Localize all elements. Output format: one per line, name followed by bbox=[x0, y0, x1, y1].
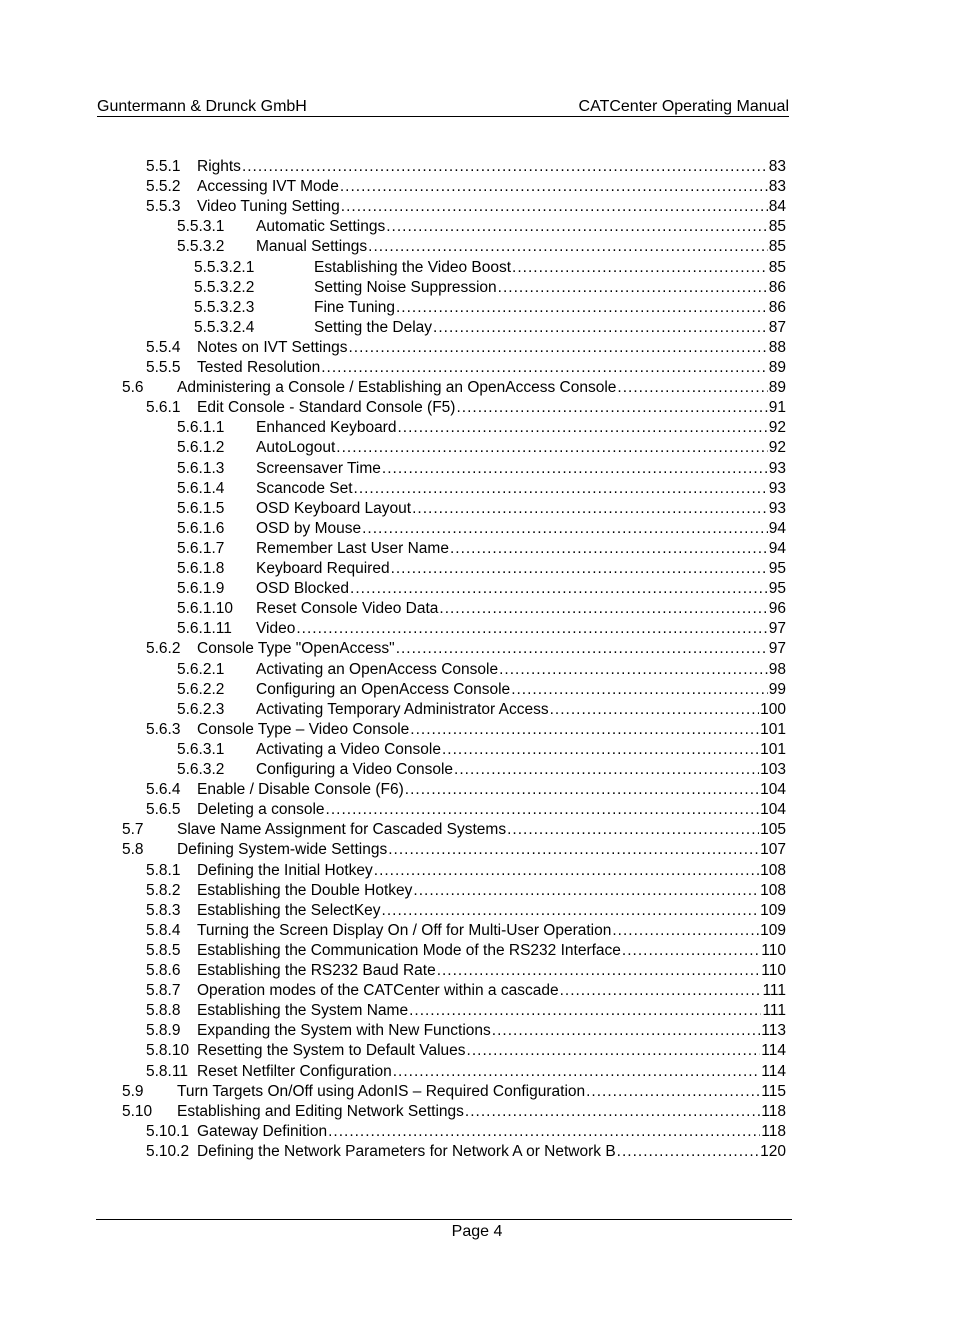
toc-entry-title: Establishing the SelectKey bbox=[197, 902, 381, 919]
toc-entry-title: Reset Console Video Data bbox=[256, 600, 439, 617]
toc-entry-page: 98 bbox=[768, 661, 786, 678]
toc-entry[interactable] bbox=[177, 559, 786, 579]
toc-dot-leader bbox=[362, 519, 768, 539]
toc-entry-number: 5.6.1.2 bbox=[177, 439, 225, 456]
toc-entry-number: 5.8.1 bbox=[146, 862, 181, 879]
toc-entry-number: 5.5.3.2.1 bbox=[194, 259, 255, 276]
toc-entry-number: 5.6.1.5 bbox=[177, 500, 225, 517]
toc-entry-number: 5.5.3.2.4 bbox=[194, 319, 255, 336]
toc-entry[interactable] bbox=[146, 1062, 786, 1082]
toc-dot-leader bbox=[341, 197, 768, 217]
toc-entry[interactable] bbox=[122, 1102, 786, 1122]
toc-entry-number: 5.8.11 bbox=[146, 1063, 188, 1080]
toc-entry-number: 5.6.5 bbox=[146, 801, 181, 818]
toc-entry-number: 5.6.2.2 bbox=[177, 681, 225, 698]
toc-entry-number: 5.8.7 bbox=[146, 982, 181, 999]
toc-entry[interactable] bbox=[146, 981, 786, 1001]
toc-entry-page: 101 bbox=[760, 741, 786, 758]
toc-entry-title: Scancode Set bbox=[256, 480, 353, 497]
toc-entry-number: 5.10.2 bbox=[146, 1143, 190, 1160]
toc-dot-leader bbox=[413, 881, 759, 901]
toc-entry[interactable] bbox=[146, 639, 786, 659]
toc-entry-number: 5.5.3.1 bbox=[177, 218, 225, 235]
toc-entry-page: 87 bbox=[768, 319, 786, 336]
toc-dot-leader bbox=[396, 298, 768, 318]
toc-entry-page: 104 bbox=[760, 801, 786, 818]
toc-entry-title: Video Tuning Setting bbox=[197, 198, 340, 215]
toc-dot-leader bbox=[388, 840, 759, 860]
toc-entry-page: 113 bbox=[761, 1022, 786, 1039]
toc-entry-title: Activating a Video Console bbox=[256, 741, 441, 758]
toc-dot-leader bbox=[382, 459, 768, 479]
toc-entry-title: Configuring an OpenAccess Console bbox=[256, 681, 511, 698]
toc-entry-number: 5.5.3 bbox=[146, 198, 181, 215]
toc-entry-number: 5.6.1.4 bbox=[177, 480, 225, 497]
toc-entry-page: 95 bbox=[768, 560, 786, 577]
toc-entry-title: Establishing the Video Boost bbox=[314, 259, 512, 276]
toc-dot-leader bbox=[454, 760, 759, 780]
toc-entry-number: 5.6.2.3 bbox=[177, 701, 225, 718]
toc-entry[interactable] bbox=[122, 1082, 786, 1102]
toc-entry-number: 5.8.4 bbox=[146, 922, 181, 939]
toc-dot-leader bbox=[492, 1021, 761, 1041]
toc-entry-title: Defining the Network Parameters for Network A or Network B bbox=[197, 1143, 616, 1160]
header-company: Guntermann & Drunck GmbH bbox=[97, 98, 307, 115]
toc-dot-leader bbox=[439, 599, 767, 619]
toc-entry-number: 5.6.2.1 bbox=[177, 661, 225, 678]
toc-entry-title: Setting the Delay bbox=[314, 319, 433, 336]
toc-entry-number: 5.5.3.2 bbox=[177, 238, 225, 255]
toc-entry-page: 105 bbox=[760, 821, 786, 838]
toc-entry-title: Resetting the System to Default Values bbox=[197, 1042, 466, 1059]
toc-entry-title: Slave Name Assignment for Cascaded Systems bbox=[177, 821, 507, 838]
toc-entry[interactable] bbox=[177, 217, 786, 237]
toc-entry-page: 111 bbox=[762, 982, 786, 999]
toc-entry-page: 104 bbox=[760, 781, 786, 798]
toc-entry-number: 5.6.2 bbox=[146, 640, 181, 657]
toc-dot-leader bbox=[467, 1041, 761, 1061]
toc-entry[interactable] bbox=[146, 157, 786, 177]
toc-dot-leader bbox=[386, 217, 768, 237]
toc-entry-page: 96 bbox=[768, 600, 786, 617]
toc-dot-leader bbox=[368, 237, 768, 257]
toc-entry[interactable] bbox=[122, 840, 786, 860]
toc-entry-page: 85 bbox=[768, 238, 786, 255]
toc-dot-leader bbox=[326, 800, 760, 820]
toc-dot-leader bbox=[349, 338, 768, 358]
toc-entry-title: Establishing the RS232 Baud Rate bbox=[197, 962, 436, 979]
toc-entry-number: 5.6.1.7 bbox=[177, 540, 225, 557]
toc-entry-page: 85 bbox=[768, 259, 786, 276]
toc-dot-leader bbox=[442, 740, 759, 760]
toc-entry-title: Defining the Initial Hotkey bbox=[197, 862, 373, 879]
toc-entry-page: 93 bbox=[768, 480, 786, 497]
toc-entry-page: 97 bbox=[768, 620, 786, 637]
toc-dot-leader bbox=[512, 258, 768, 278]
toc-entry[interactable] bbox=[146, 1142, 786, 1162]
toc-entry[interactable] bbox=[146, 921, 786, 941]
toc-entry[interactable] bbox=[194, 318, 786, 338]
toc-entry-page: 92 bbox=[768, 439, 786, 456]
toc-entry-page: 118 bbox=[761, 1103, 786, 1120]
toc-entry-number: 5.9 bbox=[122, 1083, 144, 1100]
toc-entry-number: 5.8.3 bbox=[146, 902, 181, 919]
toc-entry[interactable] bbox=[146, 800, 786, 820]
toc-entry[interactable] bbox=[122, 820, 786, 840]
toc-dot-leader bbox=[450, 539, 768, 559]
toc-entry-title: Turning the Screen Display On / Off for Multi-User Operation bbox=[197, 922, 612, 939]
toc-dot-leader bbox=[242, 157, 768, 177]
toc-entry-page: 91 bbox=[768, 399, 786, 416]
toc-dot-leader bbox=[617, 1142, 759, 1162]
toc-entry-title: Configuring a Video Console bbox=[256, 761, 454, 778]
toc-entry-title: OSD by Mouse bbox=[256, 520, 362, 537]
header-manual-title: CATCenter Operating Manual bbox=[578, 98, 789, 115]
toc-entry-page: 85 bbox=[768, 218, 786, 235]
toc-entry[interactable] bbox=[177, 438, 786, 458]
toc-dot-leader bbox=[397, 418, 767, 438]
toc-entry-page: 109 bbox=[760, 922, 786, 939]
toc-dot-leader bbox=[586, 1082, 760, 1102]
toc-entry-number: 5.8.2 bbox=[146, 882, 181, 899]
toc-dot-leader bbox=[321, 358, 768, 378]
toc-entry-title: Activating Temporary Administrator Access bbox=[256, 701, 549, 718]
toc-entry-title: OSD Blocked bbox=[256, 580, 350, 597]
toc-entry-page: 89 bbox=[768, 379, 786, 396]
toc-entry-number: 5.6.1.10 bbox=[177, 600, 234, 617]
toc-entry[interactable] bbox=[177, 680, 786, 700]
toc-entry-title: Establishing the Communication Mode of the RS232 Interface bbox=[197, 942, 621, 959]
toc-entry-number: 5.6.1.1 bbox=[177, 419, 225, 436]
toc-dot-leader bbox=[412, 499, 768, 519]
toc-dot-leader bbox=[498, 278, 768, 298]
toc-entry-title: Fine Tuning bbox=[314, 299, 395, 316]
page-header bbox=[97, 97, 789, 117]
toc-entry-number: 5.8.10 bbox=[146, 1042, 190, 1059]
toc-entry-page: 110 bbox=[761, 942, 786, 959]
toc-entry-page: 93 bbox=[768, 460, 786, 477]
toc-entry[interactable] bbox=[177, 418, 786, 438]
toc-entry-page: 88 bbox=[768, 339, 786, 356]
toc-entry-page: 83 bbox=[768, 178, 786, 195]
toc-entry[interactable] bbox=[146, 941, 786, 961]
toc-dot-leader bbox=[350, 579, 768, 599]
toc-entry-title: Deleting a console bbox=[197, 801, 325, 818]
page-number: Page 4 bbox=[451, 1223, 503, 1240]
toc-entry-number: 5.5.1 bbox=[146, 158, 181, 175]
toc-entry-title: Gateway Definition bbox=[197, 1123, 328, 1140]
toc-dot-leader bbox=[410, 720, 759, 740]
toc-entry-title: Video bbox=[256, 620, 296, 637]
toc-entry-page: 94 bbox=[768, 540, 786, 557]
toc-entry-number: 5.10.1 bbox=[146, 1123, 190, 1140]
toc-entry[interactable] bbox=[177, 740, 786, 760]
toc-entry[interactable] bbox=[177, 579, 786, 599]
toc-entry-number: 5.8.6 bbox=[146, 962, 181, 979]
toc-entry-number: 5.5.3.2.2 bbox=[194, 279, 255, 296]
toc-entry-page: 100 bbox=[760, 701, 786, 718]
toc-entry-title: Edit Console - Standard Console (F5) bbox=[197, 399, 456, 416]
toc-entry-page: 109 bbox=[760, 902, 786, 919]
toc-dot-leader bbox=[465, 1102, 760, 1122]
toc-entry-page: 103 bbox=[760, 761, 786, 778]
toc-entry[interactable] bbox=[177, 660, 786, 680]
toc-entry-page: 111 bbox=[762, 1002, 786, 1019]
toc-entry-title: Reset Netfilter Configuration bbox=[197, 1063, 392, 1080]
toc-entry[interactable] bbox=[177, 237, 786, 257]
toc-entry[interactable] bbox=[194, 278, 786, 298]
toc-entry-page: 108 bbox=[760, 882, 786, 899]
toc-entry-title: Enhanced Keyboard bbox=[256, 419, 397, 436]
toc-dot-leader bbox=[499, 660, 768, 680]
toc-entry-title: Accessing IVT Mode bbox=[197, 178, 339, 195]
toc-entry-page: 94 bbox=[768, 520, 786, 537]
toc-dot-leader bbox=[374, 861, 759, 881]
toc-dot-leader bbox=[340, 177, 768, 197]
toc-dot-leader bbox=[511, 680, 768, 700]
toc-entry[interactable] bbox=[146, 1021, 786, 1041]
toc-dot-leader bbox=[336, 438, 767, 458]
toc-entry[interactable] bbox=[146, 780, 786, 800]
toc-entry-title: Turn Targets On/Off using AdonIS – Required Configuration bbox=[177, 1083, 586, 1100]
toc-entry-title: Establishing and Editing Network Settings bbox=[177, 1103, 464, 1120]
toc-entry-page: 110 bbox=[761, 962, 786, 979]
toc-dot-leader bbox=[328, 1122, 760, 1142]
toc-entry[interactable] bbox=[194, 258, 786, 278]
toc-entry-number: 5.6.4 bbox=[146, 781, 181, 798]
toc-entry-page: 107 bbox=[760, 841, 786, 858]
toc-entry-title: Screensaver Time bbox=[256, 460, 381, 477]
toc-entry-page: 120 bbox=[760, 1143, 786, 1160]
toc-entry-title: Expanding the System with New Functions bbox=[197, 1022, 491, 1039]
toc-entry[interactable] bbox=[146, 961, 786, 981]
toc-entry-number: 5.5.2 bbox=[146, 178, 181, 195]
toc-entry[interactable] bbox=[177, 539, 786, 559]
toc-entry-title: Defining System-wide Settings bbox=[177, 841, 388, 858]
toc-entry[interactable] bbox=[177, 619, 786, 639]
toc-entry-title: Activating an OpenAccess Console bbox=[256, 661, 499, 678]
toc-entry-title: Administering a Console / Establishing an OpenAccess Console bbox=[177, 379, 617, 396]
toc-entry-number: 5.6.3.2 bbox=[177, 761, 225, 778]
toc-entry-title: OSD Keyboard Layout bbox=[256, 500, 412, 517]
toc-entry[interactable] bbox=[177, 760, 786, 780]
toc-entry[interactable] bbox=[194, 298, 786, 318]
toc-entry-number: 5.5.5 bbox=[146, 359, 181, 376]
toc-entry-title: Operation modes of the CATCenter within a cascade bbox=[197, 982, 559, 999]
toc-entry[interactable] bbox=[146, 1041, 786, 1061]
toc-dot-leader bbox=[612, 921, 759, 941]
toc-entry-number: 5.8 bbox=[122, 841, 144, 858]
toc-entry[interactable] bbox=[146, 177, 786, 197]
toc-entry[interactable] bbox=[146, 861, 786, 881]
toc-entry[interactable] bbox=[146, 338, 786, 358]
toc-entry-page: 86 bbox=[768, 279, 786, 296]
toc-entry-title: Console Type "OpenAccess" bbox=[197, 640, 395, 657]
toc-entry-page: 114 bbox=[761, 1042, 786, 1059]
toc-entry[interactable] bbox=[146, 197, 786, 217]
toc-entry-title: Automatic Settings bbox=[256, 218, 386, 235]
toc-dot-leader bbox=[456, 398, 767, 418]
toc-dot-leader bbox=[382, 901, 760, 921]
toc-entry-number: 5.5.4 bbox=[146, 339, 181, 356]
toc-entry-title: Notes on IVT Settings bbox=[197, 339, 348, 356]
toc-entry[interactable] bbox=[146, 358, 786, 378]
toc-entry-page: 89 bbox=[768, 359, 786, 376]
toc-entry-title: Console Type – Video Console bbox=[197, 721, 410, 738]
toc-entry-number: 5.6.1.6 bbox=[177, 520, 225, 537]
toc-entry-number: 5.6.1.8 bbox=[177, 560, 225, 577]
toc-entry-page: 84 bbox=[768, 198, 786, 215]
toc-entry-page: 115 bbox=[761, 1083, 786, 1100]
toc-entry-page: 118 bbox=[761, 1123, 786, 1140]
toc-entry[interactable] bbox=[122, 378, 786, 398]
toc-entry-title: Establishing the System Name bbox=[197, 1002, 409, 1019]
toc-dot-leader bbox=[393, 1062, 761, 1082]
toc-entry-title: Remember Last User Name bbox=[256, 540, 449, 557]
toc-dot-leader bbox=[437, 961, 761, 981]
toc-entry[interactable] bbox=[177, 519, 786, 539]
toc-entry[interactable] bbox=[146, 1001, 786, 1021]
toc-entry-number: 5.6.1 bbox=[146, 399, 181, 416]
toc-dot-leader bbox=[550, 700, 760, 720]
toc-dot-leader bbox=[405, 780, 759, 800]
toc-entry-number: 5.10 bbox=[122, 1103, 153, 1120]
toc-entry[interactable] bbox=[177, 499, 786, 519]
toc-dot-leader bbox=[560, 981, 762, 1001]
toc-entry-title: Setting Noise Suppression bbox=[314, 279, 497, 296]
toc-entry[interactable] bbox=[146, 1122, 786, 1142]
toc-entry-number: 5.6.3 bbox=[146, 721, 181, 738]
toc-entry-page: 95 bbox=[768, 580, 786, 597]
toc-entry[interactable] bbox=[177, 479, 786, 499]
toc-entry[interactable] bbox=[177, 700, 786, 720]
toc-entry-page: 97 bbox=[768, 640, 786, 657]
toc-entry-title: AutoLogout bbox=[256, 439, 336, 456]
toc-entry-title: Establishing the Double Hotkey bbox=[197, 882, 413, 899]
toc-dot-leader bbox=[433, 318, 768, 338]
toc-entry-title: Keyboard Required bbox=[256, 560, 390, 577]
toc-entry-number: 5.5.3.2.3 bbox=[194, 299, 255, 316]
toc-dot-leader bbox=[617, 378, 767, 398]
toc-dot-leader bbox=[391, 559, 768, 579]
toc-entry[interactable] bbox=[177, 459, 786, 479]
toc-entry[interactable] bbox=[146, 720, 786, 740]
toc-entry-title: Manual Settings bbox=[256, 238, 368, 255]
toc-entry-page: 99 bbox=[768, 681, 786, 698]
toc-entry[interactable] bbox=[177, 599, 786, 619]
toc-dot-leader bbox=[409, 1001, 761, 1021]
toc-dot-leader bbox=[296, 619, 767, 639]
toc-dot-leader bbox=[354, 479, 768, 499]
toc-entry-title: Enable / Disable Console (F6) bbox=[197, 781, 404, 798]
toc-entry[interactable] bbox=[146, 398, 786, 418]
toc-entry-number: 5.6.3.1 bbox=[177, 741, 225, 758]
toc-dot-leader bbox=[507, 820, 759, 840]
toc-entry-page: 114 bbox=[761, 1063, 786, 1080]
toc-entry-number: 5.7 bbox=[122, 821, 144, 838]
toc-entry-page: 93 bbox=[768, 500, 786, 517]
footer-divider bbox=[96, 1219, 792, 1220]
toc-entry-number: 5.6.1.3 bbox=[177, 460, 225, 477]
toc-dot-leader bbox=[396, 639, 768, 659]
toc-entry-title: Tested Resolution bbox=[197, 359, 321, 376]
toc-dot-leader bbox=[622, 941, 760, 961]
toc-entry-number: 5.8.5 bbox=[146, 942, 181, 959]
toc-entry-page: 86 bbox=[768, 299, 786, 316]
toc-entry[interactable] bbox=[146, 881, 786, 901]
toc-entry-page: 92 bbox=[768, 419, 786, 436]
toc-entry-page: 101 bbox=[760, 721, 786, 738]
toc-entry-page: 108 bbox=[760, 862, 786, 879]
toc-entry-number: 5.6 bbox=[122, 379, 144, 396]
toc-entry-number: 5.8.9 bbox=[146, 1022, 181, 1039]
toc-entry-number: 5.8.8 bbox=[146, 1002, 181, 1019]
toc-entry-number: 5.6.1.11 bbox=[177, 620, 232, 637]
toc-entry-number: 5.6.1.9 bbox=[177, 580, 225, 597]
toc-entry[interactable] bbox=[146, 901, 786, 921]
toc-entry-title: Rights bbox=[197, 158, 241, 175]
toc-entry-page: 83 bbox=[768, 158, 786, 175]
